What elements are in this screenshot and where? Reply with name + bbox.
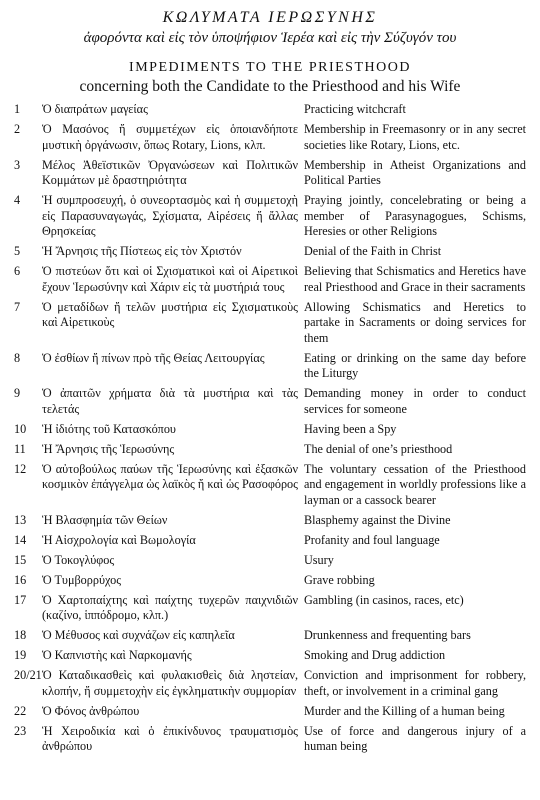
impediments-list [14, 102, 526, 755]
item-english: Conviction and imprisonment for robbery, theft, or involvement in a criminal gang [304, 668, 526, 698]
item-greek: Ὁ Τοκογλύφος [42, 552, 115, 567]
list-item [14, 122, 526, 153]
list-item [14, 648, 526, 664]
item-greek: Ὁ Χαρτοπαίχτης καὶ παίχτης τυχερῶν παιχνιδιῶν (καζίνο, ἱππόδρομο, κλπ.) [42, 592, 298, 622]
item-english: Blasphemy against the Divine [304, 512, 451, 527]
list-item [14, 533, 526, 549]
item-english: Use of force and dangerous injury of a human being [304, 723, 526, 753]
item-greek: Ὁ Φόνος ἀνθρώπου [42, 703, 140, 718]
item-number: 12 [14, 461, 27, 476]
list-item [14, 158, 526, 189]
english-title: IMPEDIMENTS TO THE PRIESTHOOD [129, 60, 411, 75]
item-number: 7 [14, 299, 21, 314]
item-english: Praying jointly, concelebrating or being a member of Parasynagogues, Schisms, Heresies or other Religions [304, 193, 526, 238]
item-number: 19 [14, 648, 27, 662]
item-english: The voluntary cessation of the Priesthood and engagement in worldly professions like a layman or a cassock bearer [304, 461, 526, 507]
item-english: Membership in Freemasonry or in any secret societies like Rotary, Lions, etc. [304, 122, 526, 152]
item-greek: Ὁ πιστεύων ὅτι καὶ οἱ Σχισματικοὶ καὶ οἱ Αἱρετικοὶ ἔχουν Ἱερωσύνην καὶ Χάριν εἰς τὰ μυστήριά τους [42, 264, 298, 294]
list-item [14, 300, 526, 347]
item-number: 3 [14, 157, 21, 172]
item-number: 23 [14, 723, 27, 738]
item-number: 20/21 [14, 668, 42, 682]
list-item [14, 462, 526, 509]
list-item [14, 102, 526, 118]
item-english: Usury [304, 552, 334, 567]
item-english: Murder and the Killing of a human being [304, 703, 505, 718]
list-item [14, 442, 526, 458]
item-number: 2 [14, 122, 21, 136]
item-greek: Ἡ συμπροσευχή, ὁ συνεορτασμὸς καὶ ἡ συμμετοχὴ εἰς Παρασυναγωγάς, Σχίσματα, Αἱρέσεις ἤ ἄλλας Θρησκείας [42, 193, 298, 238]
list-item [14, 668, 526, 699]
item-number: 8 [14, 350, 21, 365]
item-number: 6 [14, 264, 21, 278]
item-english: Denial of the Faith in Christ [304, 244, 442, 258]
item-english: Membership in Atheist Organizations and Political Parties [304, 157, 526, 187]
item-number: 4 [14, 193, 21, 207]
item-english: Having been a Spy [304, 421, 397, 436]
item-greek: Ὁ ἀπαιτῶν χρήματα διὰ τὰ μυστήρια καὶ τὰς τελετάς [42, 386, 298, 416]
item-number: 1 [14, 102, 21, 116]
item-english: Demanding money in order to conduct services for someone [304, 386, 526, 416]
item-greek: Ἡ Χειροδικία καὶ ὁ ἐπικίνδυνος τραυματισμὸς ἀνθρώπου [42, 723, 298, 753]
item-greek: Ὁ διαπράτων μαγείας [42, 102, 148, 116]
item-greek: Ἡ Αἰσχρολογία καὶ Βωμολογία [42, 532, 196, 547]
greek-title: ΚΩΛΥΜΑΤΑ ΙΕΡΩΣΥΝΗΣ [162, 9, 378, 26]
list-item [14, 704, 526, 720]
item-greek: Ὁ Καπνιστὴς καὶ Ναρκομανής [42, 648, 192, 662]
item-greek: Ἡ Ἄρνησις τῆς Ἱερωσύνης [42, 441, 175, 456]
list-item [14, 264, 526, 295]
item-english: Drunkenness and frequenting bars [304, 628, 471, 642]
list-item [14, 724, 526, 755]
item-greek: Ὁ ἐσθίων ἤ πίνων πρὸ τῆς Θείας Λειτουργίας [42, 350, 265, 365]
list-item [14, 628, 526, 644]
item-greek: Ἡ Βλασφημία τῶν Θείων [42, 512, 168, 527]
item-number: 22 [14, 703, 27, 718]
list-item [14, 351, 526, 382]
item-greek: Ὁ μεταδίδων ἤ τελῶν μυστήρια εἰς Σχισματικοὺς καὶ Αἱρετικοὺς [42, 299, 298, 329]
item-number: 16 [14, 572, 27, 587]
item-number: 13 [14, 512, 27, 527]
list-item [14, 573, 526, 589]
item-number: 10 [14, 421, 27, 436]
item-greek: Ἡ ἰδιότης τοῦ Κατασκόπου [42, 421, 176, 436]
list-item [14, 422, 526, 438]
item-number: 15 [14, 552, 27, 567]
item-number: 17 [14, 592, 27, 607]
item-number: 5 [14, 244, 21, 258]
item-english: Profanity and foul language [304, 532, 440, 547]
item-greek: Ὁ Μέθυσος καὶ συχνάζων εἰς καπηλεῖα [42, 628, 235, 642]
item-greek: Μέλος Ἀθεϊστικῶν Ὀργανώσεων καὶ Πολιτικῶν Κομμάτων μὲ δραστηριότητα [42, 157, 298, 187]
list-item [14, 386, 526, 417]
item-english: Believing that Schismatics and Heretics have real Priesthood and Grace in their sacraments [304, 264, 526, 294]
item-english: The denial of one’s priesthood [304, 441, 453, 456]
item-english: Allowing Schismatics and Heretics to partake in Sacraments or doing services for them [304, 299, 526, 345]
item-greek: Ὁ Μασόνος ἤ συμμετέχων εἰς ὁποιανδήποτε μυστικὴ ὀργάνωσιν, ὅπως Rotary, Lions, κλπ. [42, 122, 298, 152]
item-number: 9 [14, 386, 21, 400]
item-greek: Ὁ Τυμβορρύχος [42, 572, 122, 587]
english-subtitle: concerning both the Candidate to the Priesthood and his Wife [79, 78, 461, 95]
item-number: 14 [14, 532, 27, 547]
item-greek: Ἡ Ἄρνησις τῆς Πίστεως εἰς τὸν Χριστόν [42, 244, 242, 258]
list-item [14, 244, 526, 260]
item-english: Gambling (in casinos, races, etc) [304, 592, 464, 607]
list-item [14, 593, 526, 624]
item-english: Practicing witchcraft [304, 102, 406, 116]
item-number: 11 [14, 441, 26, 456]
greek-subtitle: ἀφορόντα καὶ εἰς τὸν ὑποψήφιον Ἱερέα καὶ εἰς τὴν Σύζυγόν του [83, 30, 457, 46]
list-item [14, 193, 526, 240]
item-greek: Ὁ Καταδικασθεὶς καὶ φυλακισθεὶς διὰ ληστείαν, κλοπήν, ἤ συμμετοχὴν εἰς ἐγκληματικὴν συμμορίαν [42, 668, 298, 698]
item-english: Grave robbing [304, 572, 375, 587]
list-item [14, 553, 526, 569]
item-english: Smoking and Drug addiction [304, 648, 446, 662]
list-item [14, 513, 526, 529]
item-greek: Ὁ αὐτοβούλως παύων τῆς Ἱερωσύνης καὶ ἐξασκῶν κοσμικὸν ἐπάγγελμα ὡς λαϊκὸς ἤ καὶ ὡς Ρασοφόρος [42, 461, 298, 491]
item-english: Eating or drinking on the same day before the Liturgy [304, 350, 526, 380]
item-number: 18 [14, 628, 27, 642]
